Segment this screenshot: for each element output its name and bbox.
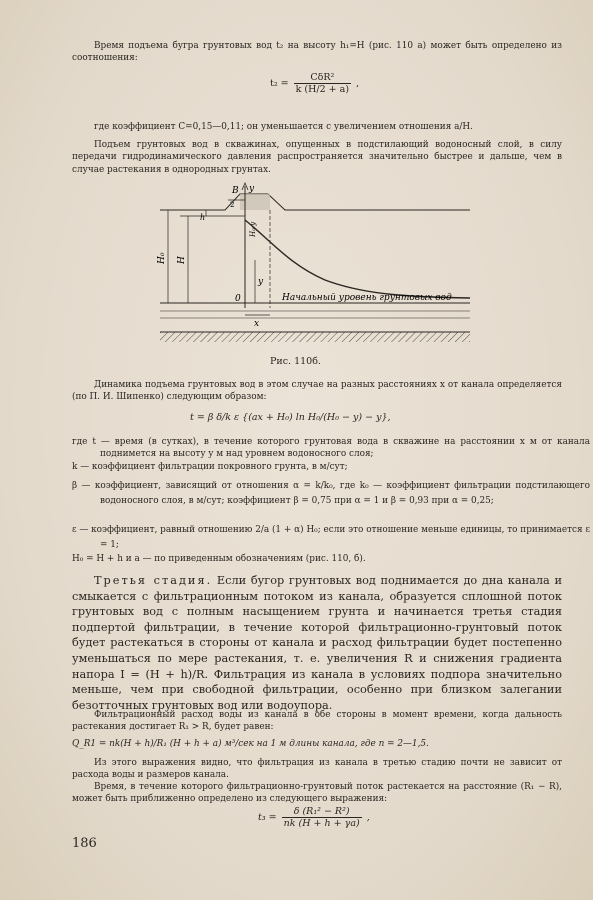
time-intro: Время, в течение которого фильтрационно-грунтовый поток растекается на расстояние (R₁ − R), может быть приближенно определено из следующего выражения: bbox=[72, 782, 562, 805]
label-b: B bbox=[232, 186, 239, 196]
rise-paragraph: Подъем грунтовых вод в скважинах, опущенных в подстилающий водоносный слой, в силу передачи гидродинамического давления распространяется значительно быстрее и дальше, чем в случае растекания в однородных грунтах. bbox=[72, 140, 562, 175]
stage3-paragraph bbox=[72, 573, 562, 713]
label-x: x bbox=[254, 319, 260, 329]
formula-t2-tail: , bbox=[356, 78, 360, 89]
intro-paragraph: Время подъема бугра грунтовых вод t₂ на высоту h₁=H (рис. 110 а) может быть определено из соотношения: bbox=[72, 41, 562, 64]
label-half: 2 bbox=[230, 201, 235, 209]
coefficient-line: где коэффициент C=0,15—0,11; он уменьшается с увеличением отношения a/H. bbox=[94, 122, 473, 132]
formula-t2-fraction bbox=[294, 72, 351, 95]
formula-t2-denominator: k (H/2 + a) bbox=[295, 84, 350, 95]
formula-t2-numerator: CδR² bbox=[294, 72, 351, 84]
definition-k: k — коэффициент фильтрации покровного грунта, в м/сут; bbox=[72, 462, 348, 472]
page-number: 186 bbox=[72, 836, 97, 851]
formula-t: t = β δ/k ε {(ax + H₀) ln H₀/(H₀ − y) − y}, bbox=[190, 412, 391, 423]
mound-curve bbox=[245, 220, 470, 298]
impervious-base bbox=[160, 332, 470, 342]
definition-beta: β — коэффициент, зависящий от отношения α = k/k₀, где k₀ — коэффициент фильтрации подстилающего водоносного слоя, в м/сут; коэффициент β = 0,75 при α = 1 и β = 0,93 при α = 0,25; bbox=[72, 481, 590, 506]
discharge-note: Из этого выражения видно, что фильтрация из канала в третью стадию почти не зависит от расхода воды и размеров канала. bbox=[72, 758, 562, 781]
formula-t3-fraction bbox=[282, 806, 362, 829]
label-h0: H₀ bbox=[157, 252, 167, 264]
stage3-title: Третья стадия. bbox=[94, 574, 213, 587]
discharge-intro: Фильтрационный расход воды из канала в обе стороны в момент времени, когда дальность растекания достигает R₁ > R, будет равен: bbox=[72, 710, 562, 733]
definition-epsilon: ε — коэффициент, равный отношению 2/a (1 + α) H₀; если это отношение меньше единицы, то принимается ε = 1; bbox=[72, 525, 590, 550]
dynamics-intro: Динамика подъема грунтовых вод в этом случае на разных расстояниях x от канала определяется (по П. И. Шипенко) следующим образом: bbox=[72, 380, 562, 403]
label-zero: 0 bbox=[235, 294, 241, 304]
label-y: y bbox=[258, 277, 264, 287]
label-big-h: H bbox=[177, 256, 187, 264]
formula-t2-lhs: t₂ = bbox=[270, 78, 289, 89]
formula-t3 bbox=[258, 806, 370, 829]
label-h: h bbox=[200, 213, 206, 222]
formula-t2 bbox=[270, 72, 359, 95]
formula-t3-tail: , bbox=[366, 812, 370, 823]
label-h0-minus-y: H₀-y bbox=[249, 221, 257, 237]
formula-t3-denominator: nk (H + h + γa) bbox=[283, 818, 360, 829]
ground-surface bbox=[160, 194, 470, 210]
figure-110b bbox=[150, 180, 480, 350]
definition-t: где t — время (в сутках), в течение которого грунтовая вода в скважине на расстоянии x м от канала поднимется на высоту y м над уровнем водоносного слоя; bbox=[72, 437, 590, 460]
definition-h0: H₀ = H + h и a — по приведенным обозначениям (рис. 110, б). bbox=[72, 554, 366, 564]
figure-caption: Рис. 110б. bbox=[270, 356, 321, 367]
discharge-formula: Q_R1 = nk(H + h)/R₁ (H + h + a) м³/сек на 1 м длины канала, где n = 2—1,5. bbox=[72, 739, 429, 749]
formula-t3-lhs: t₃ = bbox=[258, 812, 277, 823]
initial-level-label: Начальный уровень грунтовых вод bbox=[282, 293, 452, 303]
formula-t3-numerator: δ (R₁² − R²) bbox=[282, 806, 362, 818]
stage3-text: Если бугор грунтовых вод поднимается до дна канала и смыкается с фильтрационным потоком из канала, образуется сплошной поток грунтовых вод с полным насыщением грунта и начинается третья стадия подпертой фильтрации, в течение которой фильтрационно-грунтовый поток будет растекаться в стороны от канала и расход фильтрации будет постепенно уменьшаться по мере растекания, т. е. увеличения R и снижения градиента напора I = (H + h)/R. Фильтрация из канала в условиях подпора значительно меньше, чем при свободной фильтрации, особенно при близком залегании безотточных грунтовых вод или водоупора. bbox=[72, 574, 562, 712]
label-y-axis: y bbox=[249, 184, 255, 194]
